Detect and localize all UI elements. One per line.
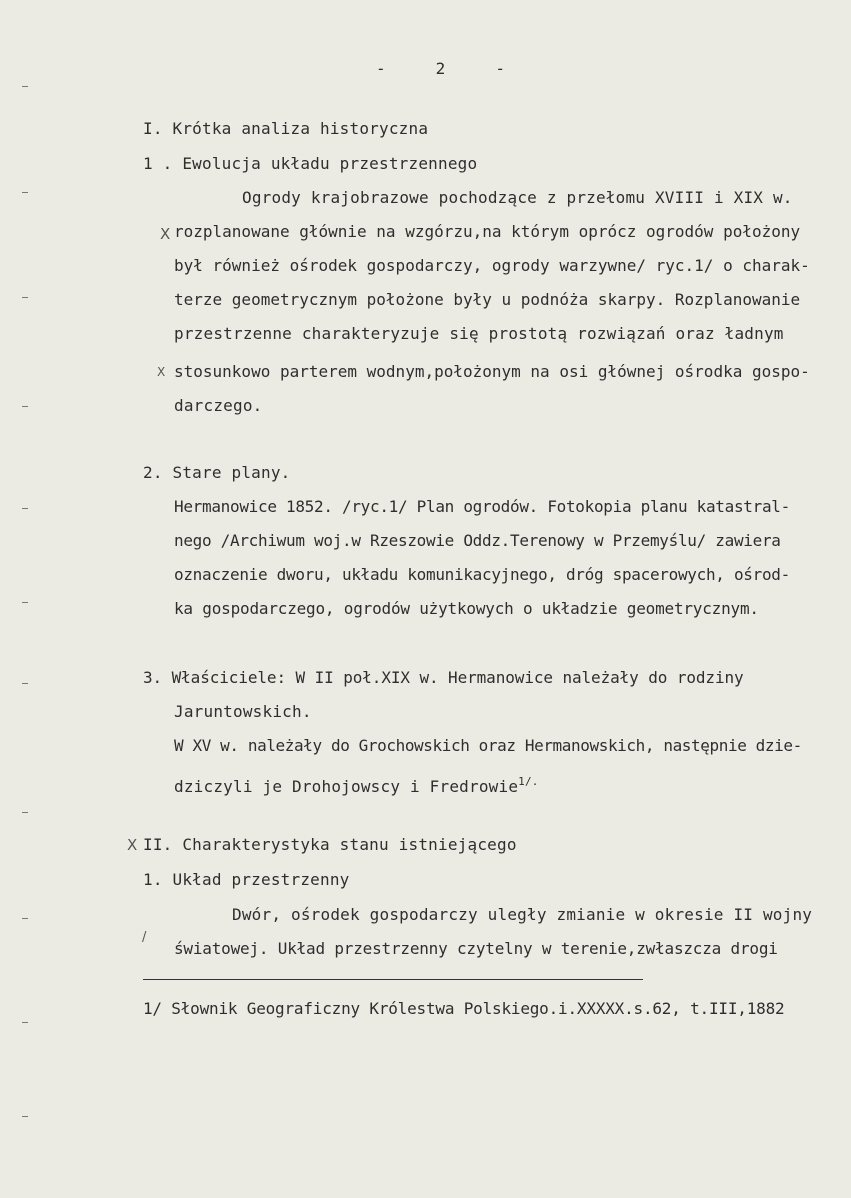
margin-mark: / — [142, 930, 147, 945]
paragraph-line: stosunkowo parterem wodnym,położonym na osi głównej ośrodka gospo- — [174, 362, 810, 381]
scan-edge-mark — [22, 812, 28, 813]
paragraph-line: był również ośrodek gospodarczy, ogrody warzywne/ ryc.1/ o charak- — [174, 256, 810, 275]
section-heading-II: II. Charakterystyka stanu istniejącego — [143, 835, 517, 854]
paragraph-line: darczego. — [174, 396, 263, 415]
paragraph-line: światowej. Układ przestrzenny czytelny w terenie,zwłaszcza drogi — [174, 939, 778, 958]
subsection-heading: 1. Układ przestrzenny — [143, 870, 350, 889]
paragraph-line — [174, 773, 539, 796]
subsection-heading: 1 . Ewolucja układu przestrzennego — [143, 154, 478, 173]
paragraph-text: dziczyli je Drohojowscy i Fredrowie — [174, 777, 519, 796]
scan-edge-mark — [22, 683, 28, 684]
section-heading-3: 3. Właściciele: W II poł.XIX w. Hermanowice należały do rodziny — [143, 668, 744, 687]
scan-edge-mark — [22, 86, 28, 87]
paragraph-line: ka gospodarczego, ogrodów użytkowych o układzie geometrycznym. — [174, 599, 759, 618]
scan-edge-mark — [22, 1116, 28, 1117]
footnote-divider — [143, 979, 643, 980]
section-heading-2: 2. Stare plany. — [143, 463, 291, 482]
margin-mark: X — [127, 836, 138, 854]
scan-edge-mark — [22, 918, 28, 919]
paragraph-line: przestrzenne charakteryzuje się prostotą rozwiązań oraz ładnym — [174, 324, 784, 343]
scan-edge-mark — [22, 602, 28, 603]
footnote: 1/ Słownik Geograficzny Królestwa Polskiego.i.XXXXX.s.62, t.III,1882 — [143, 999, 785, 1018]
margin-mark: X — [160, 225, 171, 243]
margin-mark: X — [157, 365, 166, 379]
paragraph-line: terze geometrycznym położone były u podnóża skarpy. Rozplanowanie — [174, 290, 801, 309]
scan-edge-mark — [22, 297, 28, 298]
section-heading-1: I. Krótka analiza historyczna — [143, 119, 429, 138]
paragraph-line: rozplanowane głównie na wzgórzu,na którym oprócz ogrodów położony — [174, 222, 801, 241]
page-number: - 2 - — [376, 59, 506, 78]
scan-edge-mark — [22, 1022, 28, 1023]
paragraph-line: Jaruntowskich. — [174, 702, 312, 721]
paragraph-line: Ogrody krajobrazowe pochodzące z przełomu XVIII i XIX w. — [242, 188, 793, 207]
footnote-reference: 1/. — [518, 775, 539, 788]
paragraph-line: oznaczenie dworu, układu komunikacyjnego, dróg spacerowych, ośrod- — [174, 565, 790, 584]
paragraph-line: Dwór, ośrodek gospodarczy uległy zmianie w okresie II wojny — [232, 905, 813, 924]
paragraph-line: Hermanowice 1852. /ryc.1/ Plan ogrodów. Fotokopia planu katastral- — [174, 497, 790, 516]
scan-edge-mark — [22, 192, 28, 193]
scan-edge-mark — [22, 508, 28, 509]
paragraph-line: W XV w. należały do Grochowskich oraz Hermanowskich, następnie dzie- — [174, 736, 802, 755]
paragraph-line: nego /Archiwum woj.w Rzeszowie Oddz.Terenowy w Przemyślu/ zawiera — [174, 531, 781, 550]
scan-edge-mark — [22, 406, 28, 407]
